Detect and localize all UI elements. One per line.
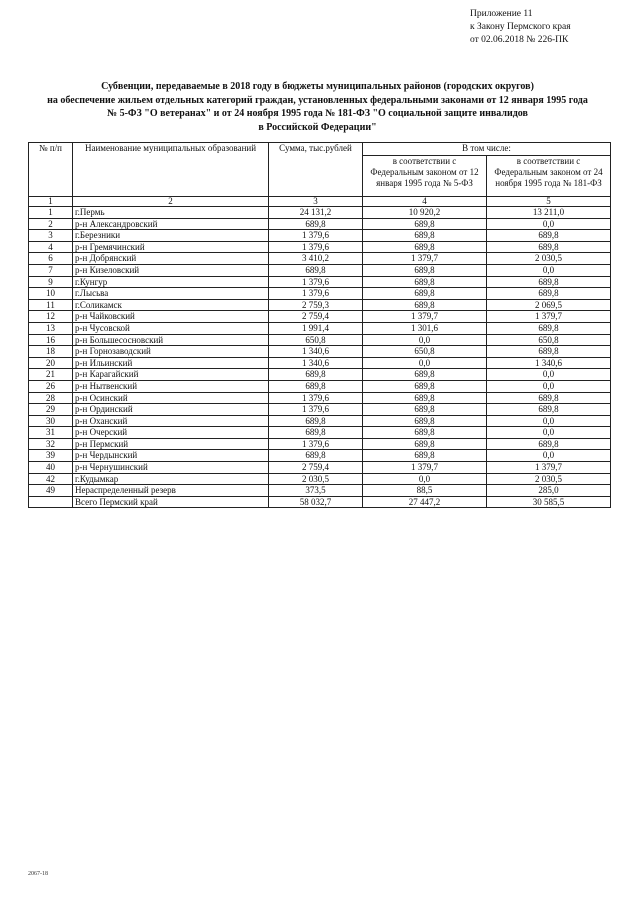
column-number: 4	[363, 197, 487, 207]
sum-fz181: 2 069,5	[487, 299, 611, 311]
table-row	[29, 404, 611, 416]
row-number: 18	[29, 346, 73, 358]
table-row	[29, 462, 611, 474]
municipality-name: р-н Кизеловский	[73, 264, 269, 276]
sum-fz5: 689,8	[363, 450, 487, 462]
table-row	[29, 369, 611, 381]
header-fz5: в соответствии с Федеральным законом от 12 января 1995 года № 5-ФЗ	[363, 156, 487, 197]
total-sum: 2 759,4	[269, 462, 363, 474]
municipality-name: р-н Чусовской	[73, 322, 269, 334]
appendix-line-2: к Закону Пермского края	[470, 22, 571, 32]
sum-fz181: 0,0	[487, 264, 611, 276]
sum-fz5: 650,8	[363, 346, 487, 358]
municipality-name: р-н Ординский	[73, 404, 269, 416]
sum-fz5: 0,0	[363, 473, 487, 485]
sum-fz181: 0,0	[487, 415, 611, 427]
sum-fz5: 88,5	[363, 485, 487, 497]
row-number: 16	[29, 334, 73, 346]
header-including: В том числе:	[363, 143, 611, 156]
total-sum: 2 759,3	[269, 299, 363, 311]
table-row	[29, 473, 611, 485]
sum-fz5: 1 379,7	[363, 253, 487, 265]
total-sum: 2 759,4	[269, 311, 363, 323]
total-sum: 1 340,6	[269, 346, 363, 358]
row-number: 10	[29, 288, 73, 300]
total-sum: 1 379,6	[269, 392, 363, 404]
sum-fz181: 1 379,7	[487, 311, 611, 323]
sum-fz5: 0,0	[363, 357, 487, 369]
municipality-name: р-н Осинский	[73, 392, 269, 404]
table-body	[29, 197, 611, 508]
sum-fz181: 689,8	[487, 392, 611, 404]
total-sum: 689,8	[269, 380, 363, 392]
row-number: 26	[29, 380, 73, 392]
row-number: 12	[29, 311, 73, 323]
footer-code: 2067-18	[28, 871, 48, 877]
total-sum: 2 030,5	[269, 473, 363, 485]
column-number: 5	[487, 197, 611, 207]
row-number: 11	[29, 299, 73, 311]
table-row	[29, 346, 611, 358]
sum-fz181: 689,8	[487, 438, 611, 450]
row-number: 7	[29, 264, 73, 276]
table-row	[29, 253, 611, 265]
total-sum: 373,5	[269, 485, 363, 497]
municipality-name: р-н Нытвенский	[73, 380, 269, 392]
sum-fz181: 2 030,5	[487, 253, 611, 265]
table-row	[29, 276, 611, 288]
column-number-row	[29, 197, 611, 207]
municipality-name: р-н Чердынский	[73, 450, 269, 462]
municipality-name: г.Лысьва	[73, 288, 269, 300]
row-number: 1	[29, 207, 73, 219]
total-sum: 689,8	[269, 369, 363, 381]
row-number: 31	[29, 427, 73, 439]
table-row	[29, 311, 611, 323]
municipality-name: г.Березники	[73, 230, 269, 242]
municipality-name: р-н Гремячинский	[73, 241, 269, 253]
sum-fz5: 689,8	[363, 415, 487, 427]
appendix-line-3: от 02.06.2018 № 226-ПК	[470, 35, 569, 45]
municipality-name: г.Кунгур	[73, 276, 269, 288]
table-row	[29, 241, 611, 253]
sum-fz5: 689,8	[363, 288, 487, 300]
total-sum: 58 032,7	[269, 496, 363, 508]
row-number: 28	[29, 392, 73, 404]
row-number: 40	[29, 462, 73, 474]
sum-fz181: 689,8	[487, 241, 611, 253]
row-number: 3	[29, 230, 73, 242]
total-sum: 689,8	[269, 450, 363, 462]
municipality-name: р-н Пермский	[73, 438, 269, 450]
column-number: 3	[269, 197, 363, 207]
total-sum: 1 991,4	[269, 322, 363, 334]
sum-fz5: 1 379,7	[363, 462, 487, 474]
title-line-1: Субвенции, передаваемые в 2018 году в бюджеты муниципальных районов (городских округов)	[101, 81, 534, 92]
table-row	[29, 496, 611, 508]
sum-fz5: 689,8	[363, 241, 487, 253]
municipality-name: г.Кудымкар	[73, 473, 269, 485]
sum-fz181: 0,0	[487, 369, 611, 381]
municipality-name: р-н Оханский	[73, 415, 269, 427]
header-fz181: в соответствии с Федеральным законом от 24 ноября 1995 года № 181-ФЗ	[487, 156, 611, 197]
sum-fz181: 0,0	[487, 218, 611, 230]
municipality-name: р-н Александровский	[73, 218, 269, 230]
sum-fz5: 27 447,2	[363, 496, 487, 508]
table-row	[29, 230, 611, 242]
appendix-line-1: Приложение 11	[470, 9, 533, 19]
municipality-name: Нераспределенный резерв	[73, 485, 269, 497]
sum-fz181: 285,0	[487, 485, 611, 497]
total-sum: 1 379,6	[269, 404, 363, 416]
sum-fz181: 0,0	[487, 380, 611, 392]
row-number: 21	[29, 369, 73, 381]
sum-fz181: 0,0	[487, 427, 611, 439]
total-sum: 689,8	[269, 218, 363, 230]
table-row	[29, 357, 611, 369]
municipality-name: р-н Чернушинский	[73, 462, 269, 474]
municipality-name: р-н Чайковский	[73, 311, 269, 323]
row-number: 49	[29, 485, 73, 497]
sum-fz181: 689,8	[487, 276, 611, 288]
sum-fz5: 10 920,2	[363, 207, 487, 219]
table-row	[29, 438, 611, 450]
appendix-reference	[470, 8, 630, 47]
municipality-name: р-н Очерский	[73, 427, 269, 439]
total-sum: 1 379,6	[269, 288, 363, 300]
row-number: 4	[29, 241, 73, 253]
sum-fz5: 689,8	[363, 380, 487, 392]
sum-fz5: 689,8	[363, 369, 487, 381]
total-sum: 3 410,2	[269, 253, 363, 265]
sum-fz181: 30 585,5	[487, 496, 611, 508]
table-row	[29, 485, 611, 497]
sum-fz181: 689,8	[487, 322, 611, 334]
municipality-name: р-н Горнозаводский	[73, 346, 269, 358]
municipality-name: р-н Большесосновский	[73, 334, 269, 346]
municipality-name: р-н Добрянский	[73, 253, 269, 265]
sum-fz181: 2 030,5	[487, 473, 611, 485]
sum-fz181: 689,8	[487, 288, 611, 300]
table-row	[29, 392, 611, 404]
sum-fz5: 689,8	[363, 276, 487, 288]
municipality-name: г.Соликамск	[73, 299, 269, 311]
total-sum: 1 379,6	[269, 230, 363, 242]
table-row	[29, 299, 611, 311]
header-sum: Сумма, тыс.рублей	[269, 143, 363, 197]
sum-fz5: 1 301,6	[363, 322, 487, 334]
sum-fz181: 1 379,7	[487, 462, 611, 474]
municipality-name: р-н Ильинский	[73, 357, 269, 369]
row-number: 9	[29, 276, 73, 288]
sum-fz181: 13 211,0	[487, 207, 611, 219]
sum-fz181: 689,8	[487, 230, 611, 242]
sum-fz5: 689,8	[363, 218, 487, 230]
table-row	[29, 427, 611, 439]
column-number: 2	[73, 197, 269, 207]
table-row	[29, 322, 611, 334]
table-row	[29, 380, 611, 392]
total-sum: 1 379,6	[269, 438, 363, 450]
sum-fz181: 689,8	[487, 404, 611, 416]
header-no: № п/п	[29, 143, 73, 197]
sum-fz5: 0,0	[363, 334, 487, 346]
table-row	[29, 264, 611, 276]
row-number: 29	[29, 404, 73, 416]
row-number	[29, 496, 73, 508]
row-number: 20	[29, 357, 73, 369]
table-row	[29, 334, 611, 346]
sum-fz181: 1 340,6	[487, 357, 611, 369]
table-row	[29, 450, 611, 462]
table-row	[29, 207, 611, 219]
sum-fz181: 689,8	[487, 346, 611, 358]
sum-fz181: 0,0	[487, 450, 611, 462]
row-number: 6	[29, 253, 73, 265]
document-title	[40, 80, 595, 134]
municipality-name: р-н Карагайский	[73, 369, 269, 381]
sum-fz5: 1 379,7	[363, 311, 487, 323]
table-row	[29, 218, 611, 230]
municipality-name: Всего Пермский край	[73, 496, 269, 508]
total-sum: 1 379,6	[269, 241, 363, 253]
sum-fz5: 689,8	[363, 230, 487, 242]
total-sum: 24 131,2	[269, 207, 363, 219]
total-sum: 689,8	[269, 415, 363, 427]
title-line-2: на обеспечение жильем отдельных категорий граждан, установленных федеральными законами от 12 января 1995 года	[47, 94, 588, 106]
total-sum: 650,8	[269, 334, 363, 346]
subsidies-table	[28, 142, 611, 508]
sum-fz5: 689,8	[363, 392, 487, 404]
table-row	[29, 288, 611, 300]
sum-fz5: 689,8	[363, 404, 487, 416]
title-line-4: в Российской Федерации"	[258, 121, 377, 133]
total-sum: 1 340,6	[269, 357, 363, 369]
row-number: 2	[29, 218, 73, 230]
row-number: 30	[29, 415, 73, 427]
sum-fz5: 689,8	[363, 438, 487, 450]
title-line-3: № 5-ФЗ "О ветеранах" и от 24 ноября 1995 года № 181-ФЗ "О социальной защите инвалидов	[107, 108, 528, 119]
sum-fz5: 689,8	[363, 299, 487, 311]
row-number: 42	[29, 473, 73, 485]
header-name: Наименование муниципальных образований	[73, 143, 269, 197]
row-number: 13	[29, 322, 73, 334]
row-number: 39	[29, 450, 73, 462]
sum-fz5: 689,8	[363, 427, 487, 439]
table-header	[29, 143, 611, 197]
total-sum: 689,8	[269, 427, 363, 439]
table-row	[29, 415, 611, 427]
total-sum: 689,8	[269, 264, 363, 276]
municipality-name: г.Пермь	[73, 207, 269, 219]
sum-fz5: 689,8	[363, 264, 487, 276]
row-number: 32	[29, 438, 73, 450]
total-sum: 1 379,6	[269, 276, 363, 288]
sum-fz181: 650,8	[487, 334, 611, 346]
column-number: 1	[29, 197, 73, 207]
